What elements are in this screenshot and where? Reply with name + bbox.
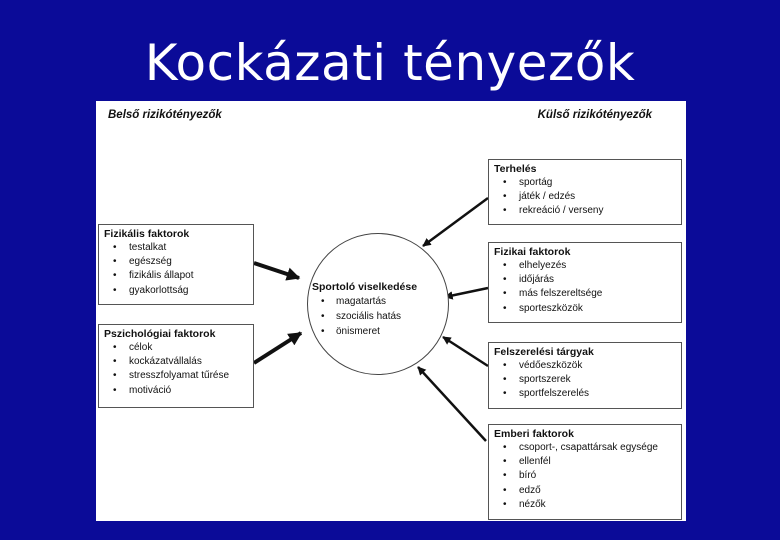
- center-title: Sportoló viselkedése: [312, 281, 418, 293]
- arrow-physical-to-center: [254, 263, 299, 278]
- list-item: • sportfelszerelés: [494, 387, 677, 401]
- list-item: • nézők: [494, 498, 677, 512]
- equipment-box: [488, 342, 682, 409]
- arrow-psychological-to-center: [254, 333, 301, 363]
- list-item: • gyakorlottság: [104, 284, 249, 298]
- arrow-load-to-center: [423, 198, 488, 246]
- list-item: • edző: [494, 484, 677, 498]
- list-item: • csoport-, csapattársak egysége: [494, 441, 677, 455]
- list-item: • célok: [104, 341, 249, 355]
- box-title: Emberi faktorok: [494, 428, 574, 440]
- physical-external-box: [488, 242, 682, 323]
- list-item: • testalkat: [104, 241, 249, 255]
- human-factors-box: [488, 424, 682, 520]
- list-item: • elhelyezés: [494, 259, 677, 273]
- diagram-panel: [96, 101, 686, 521]
- slide-title: Kockázati tényezők: [144, 34, 636, 92]
- psychological-factors-box: [98, 324, 254, 408]
- list-item: • sportszerek: [494, 373, 677, 387]
- box-title: Pszichológiai faktorok: [104, 328, 216, 340]
- list-item: • stresszfolyamat tűrése: [104, 369, 249, 383]
- physical-factors-box: [98, 224, 254, 305]
- list-item: • időjárás: [494, 273, 677, 287]
- list-item: • játék / edzés: [494, 190, 677, 204]
- center-item: • önismeret: [312, 324, 417, 339]
- arrow-equipment-to-center: [443, 337, 488, 366]
- list-item: • fizikális állapot: [104, 269, 249, 283]
- box-title: Terhelés: [494, 163, 537, 175]
- list-item: • sporteszközök: [494, 302, 677, 316]
- list-item: • más felszereltsége: [494, 287, 677, 301]
- internal-heading: Belső rizikótényezők: [108, 109, 222, 121]
- arrow-human-to-center: [418, 367, 486, 441]
- center-item: • magatartás: [312, 294, 417, 309]
- load-box: [488, 159, 682, 225]
- box-title: Felszerelési tárgyak: [494, 346, 594, 358]
- list-item: • kockázatvállalás: [104, 355, 249, 369]
- list-item: • rekreáció / verseny: [494, 204, 677, 218]
- list-item: • egészség: [104, 255, 249, 269]
- list-item: • ellenfél: [494, 455, 677, 469]
- center-item: • szociális hatás: [312, 309, 417, 324]
- center-node: [312, 281, 417, 339]
- list-item: • motiváció: [104, 384, 249, 398]
- arrow-physical-ext-to-center: [445, 288, 488, 297]
- list-item: • védőeszközök: [494, 359, 677, 373]
- list-item: • sportág: [494, 176, 677, 190]
- box-title: Fizikális faktorok: [104, 228, 190, 240]
- external-heading: Külső rizikótényezők: [537, 109, 652, 121]
- list-item: • bíró: [494, 469, 677, 483]
- box-title: Fizikai faktorok: [494, 246, 571, 258]
